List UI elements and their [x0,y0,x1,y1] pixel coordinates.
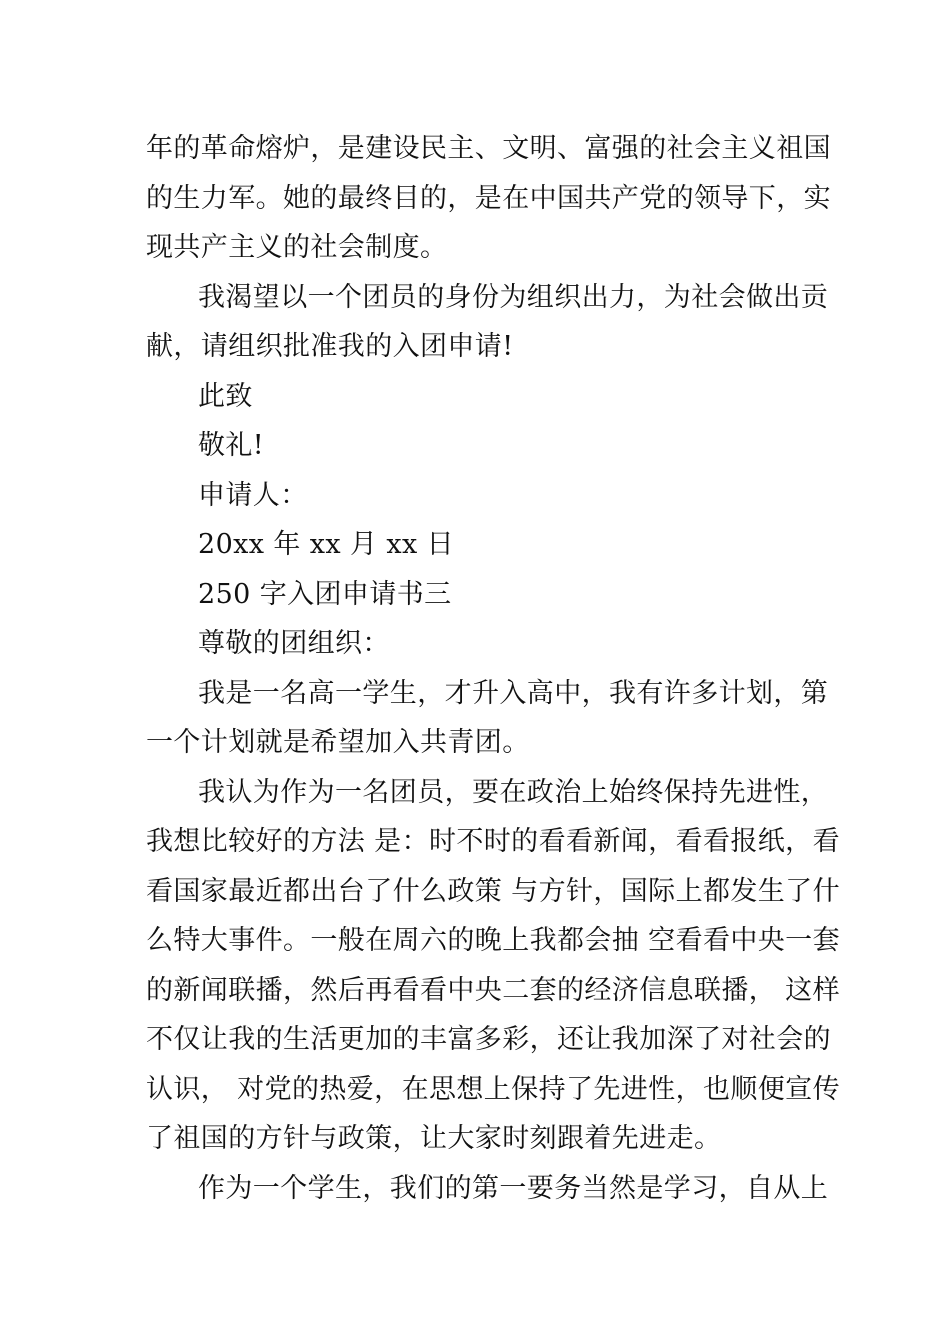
text-line-18: 的新闻联播，然后再看看中央二套的经济信息联播， 这样 [146,974,840,1006]
text-line-3: 现共产主义的社会制度。 [146,232,448,263]
section-title: 250 字入团申请书三 [198,578,452,610]
text-line-16: 看国家最近都出台了什么政策 与方针，国际上都发生了什 [146,875,840,907]
text-line-19: 不仅让我的生活更加的丰富多彩，还让我加深了对社会的 [146,1024,831,1055]
regards-line: 敬礼! [198,430,265,461]
text-line-20: 认识， 对党的热爱，在思想上保持了先进性，也顺便宣传 [146,1073,840,1105]
text-line-1: 年的革命熔炉，是建设民主、文明、富强的社会主义祖国 [146,133,831,164]
document-body [146,124,840,1213]
text-line-13: 一个计划就是希望加入共青团。 [146,727,530,758]
date-line: 20xx 年 xx 月 xx 日 [198,529,455,560]
text-line-21: 了祖国的方针与政策，让大家时刻跟着先进走。 [146,1123,722,1154]
applicant-line: 申请人： [198,479,308,511]
text-line-12: 我是一名高一学生，才升入高中，我有许多计划，第 [198,677,829,709]
text-line-4: 我渴望以一个团员的身份为组织出力，为社会做出贡 [198,281,829,313]
text-line-2: 的生力军。她的最终目的，是在中国共产党的领导下，实 [146,182,831,214]
text-line-22: 作为一个学生，我们的第一要务当然是学习，自从上 [198,1172,829,1204]
text-line-15: 我想比较好的方法 是：时不时的看看新闻，看看报纸，看 [146,826,840,857]
text-line-17: 么特大事件。一般在周六的晚上我都会抽 空看看中央一套 [146,925,840,956]
text-line-14: 我认为作为一名团员，要在政治上始终保持先进性， [198,776,829,808]
greeting-line: 尊敬的团组织： [198,628,390,659]
text-line-5: 献，请组织批准我的入团申请! [146,331,514,362]
salutation-line: 此致 [198,380,253,412]
